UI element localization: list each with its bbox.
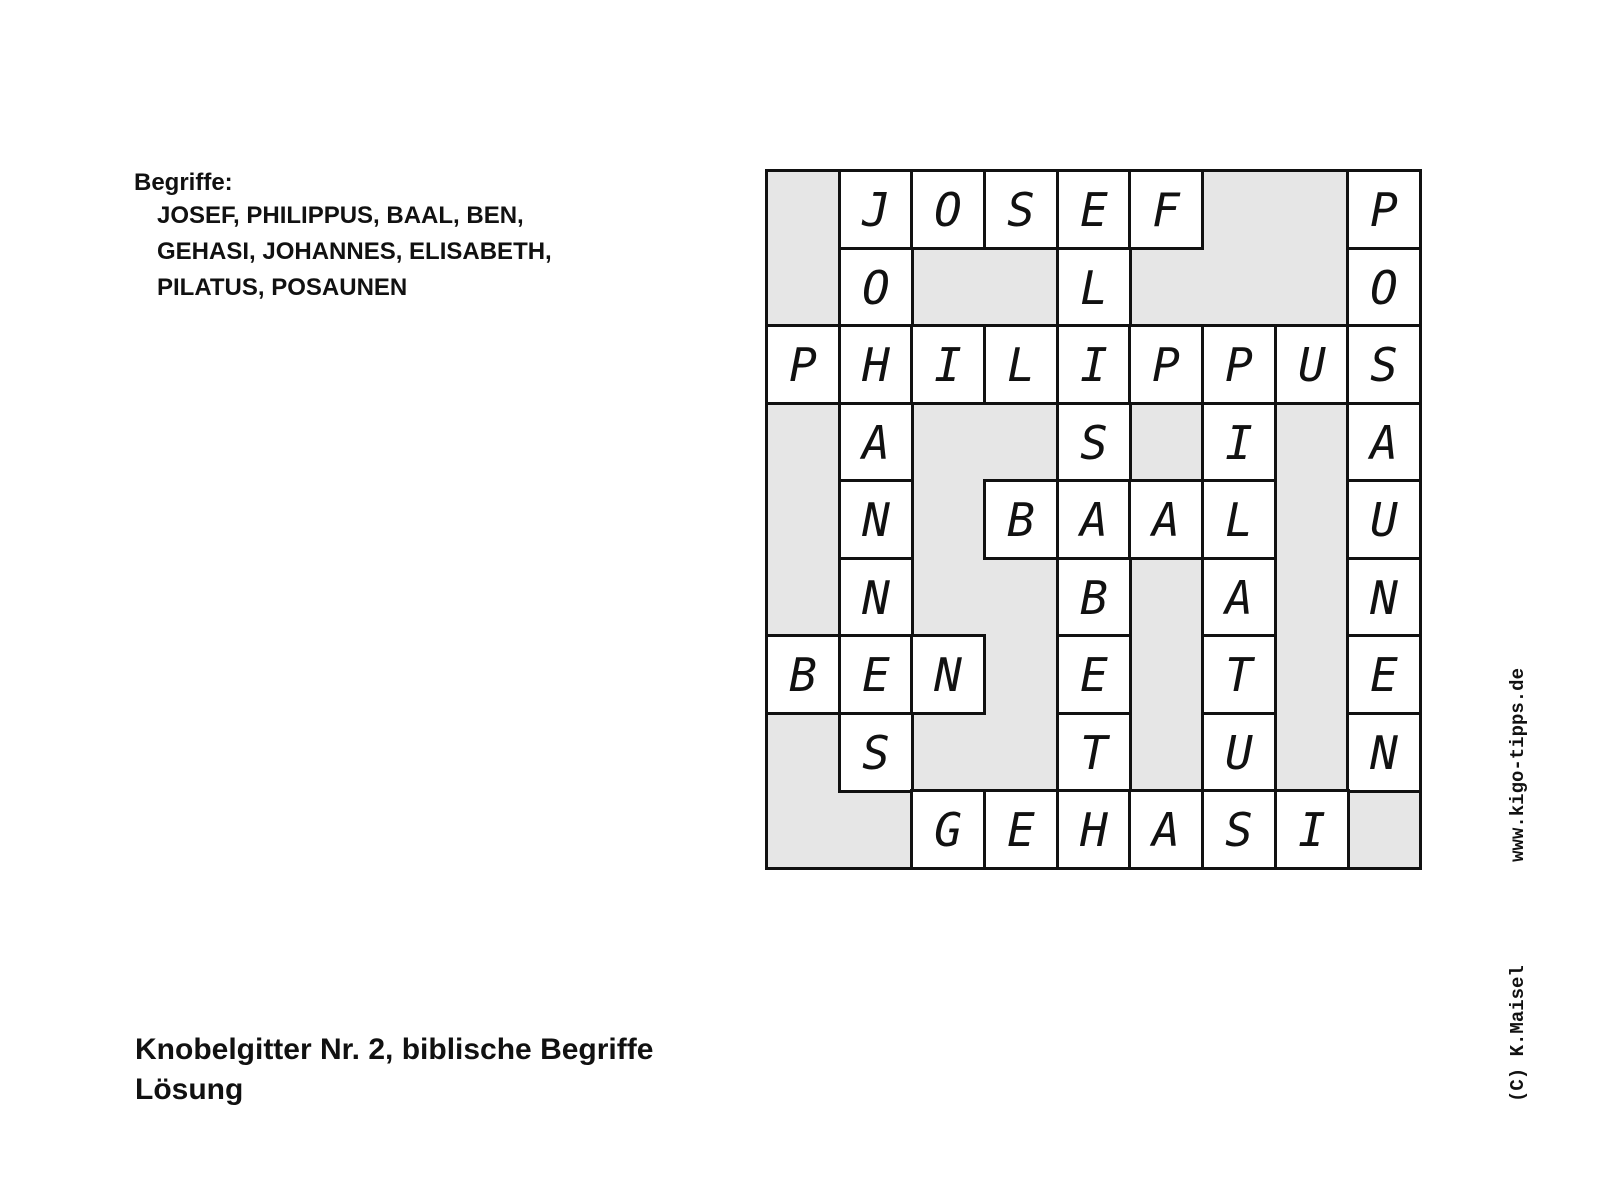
grid-cell: P	[1346, 169, 1422, 250]
grid-cell: A	[1346, 402, 1422, 483]
grid-cell: A	[1128, 479, 1204, 560]
grid-cell: J	[838, 169, 914, 250]
grid-cell: G	[910, 789, 986, 870]
grid-cell: U	[1274, 324, 1350, 405]
grid-cell: I	[1274, 789, 1350, 870]
terms-line: PILATUS, POSAUNEN	[157, 274, 408, 301]
grid-cell: L	[1056, 247, 1132, 328]
grid-cell: S	[838, 712, 914, 793]
grid-cell: I	[910, 324, 986, 405]
grid-cell: S	[1056, 402, 1132, 483]
grid-cell: B	[983, 479, 1059, 560]
grid-cell: S	[983, 169, 1059, 250]
grid-cell: O	[838, 247, 914, 328]
grid-cell: U	[1201, 712, 1277, 793]
website-text: www.kigo-tipps.de	[1507, 668, 1529, 862]
terms-heading: Begriffe:	[134, 169, 233, 196]
grid-cell: E	[1346, 634, 1422, 715]
grid-cell: S	[1201, 789, 1277, 870]
grid-cell: I	[1056, 324, 1132, 405]
grid-cell: E	[1056, 169, 1132, 250]
grid-cell: E	[838, 634, 914, 715]
grid-cell: F	[1128, 169, 1204, 250]
grid-cell: U	[1346, 479, 1422, 560]
grid-cell: O	[910, 169, 986, 250]
grid-cell: L	[983, 324, 1059, 405]
puzzle-grid	[765, 169, 1422, 870]
puzzle-title: Knobelgitter Nr. 2, biblische Begriffe	[135, 1033, 654, 1066]
credit-block	[1503, 668, 1533, 1102]
grid-cell: I	[1201, 402, 1277, 483]
title-block	[135, 1030, 775, 1110]
grid-cell: H	[1056, 789, 1132, 870]
grid-cell: N	[838, 557, 914, 638]
terms-line: GEHASI, JOHANNES, ELISABETH,	[157, 238, 552, 265]
grid-cell: E	[983, 789, 1059, 870]
grid-cell: N	[910, 634, 986, 715]
grid-cell: B	[765, 634, 841, 715]
grid-cell: H	[838, 324, 914, 405]
grid-cell: N	[1346, 712, 1422, 793]
grid-cell: L	[1201, 479, 1277, 560]
grid-cell: S	[1346, 324, 1422, 405]
grid-cell: T	[1056, 712, 1132, 793]
grid-cell: A	[1128, 789, 1204, 870]
terms-line: JOSEF, PHILIPPUS, BAAL, BEN,	[157, 202, 524, 229]
grid-cell: A	[838, 402, 914, 483]
grid-cell: P	[1128, 324, 1204, 405]
grid-cell: O	[1346, 247, 1422, 328]
copyright-text: (C) K.Maisel	[1507, 965, 1529, 1102]
grid-cell: E	[1056, 634, 1132, 715]
grid-cell: B	[1056, 557, 1132, 638]
grid-cell: N	[838, 479, 914, 560]
grid-cell: P	[765, 324, 841, 405]
grid-cell: A	[1201, 557, 1277, 638]
terms-list	[134, 168, 694, 306]
grid-cell: P	[1201, 324, 1277, 405]
grid-cell: A	[1056, 479, 1132, 560]
grid-cell: T	[1201, 634, 1277, 715]
grid-cell: N	[1346, 557, 1422, 638]
solution-label: Lösung	[135, 1073, 244, 1106]
